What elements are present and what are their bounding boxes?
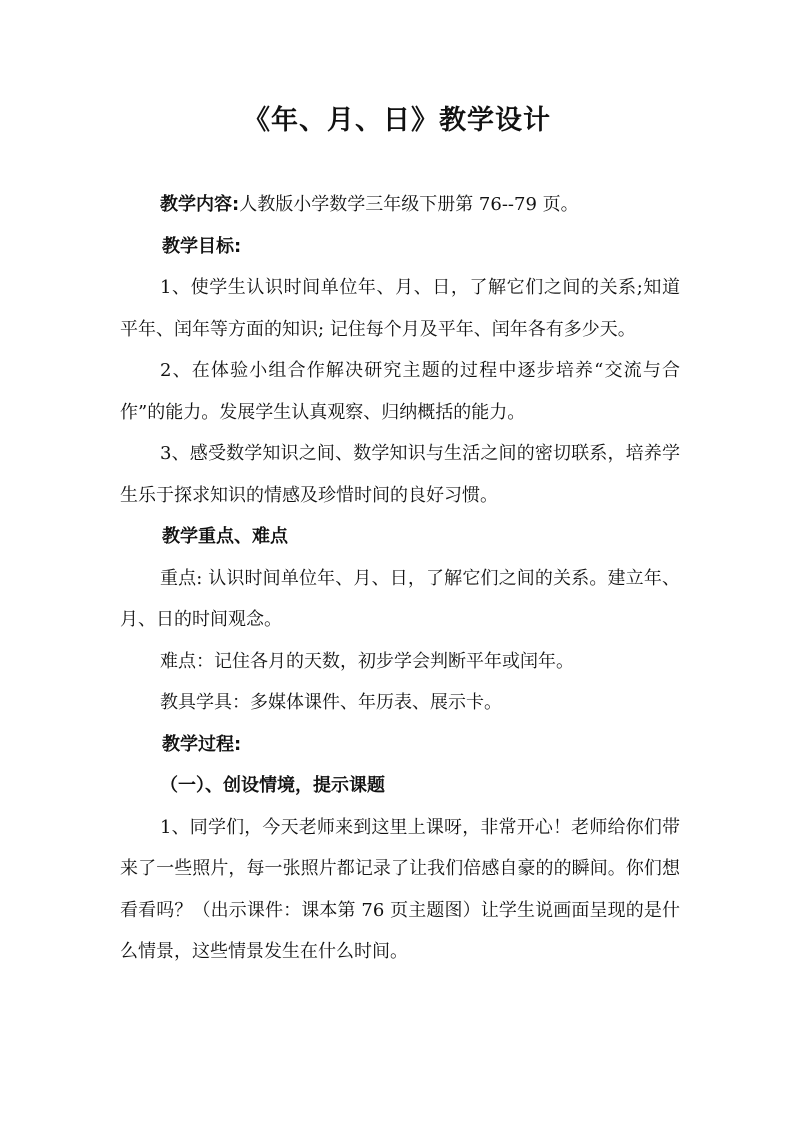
objective-item-1: 1、使学生认识时间单位年、月、日，了解它们之间的关系;知道平年、闰年等方面的知识; 记住每个月及平年、闰年各有多少天。	[120, 277, 680, 340]
process-heading: 教学过程:	[162, 733, 242, 755]
difficulty-paragraph: 难点：记住各月的天数，初步学会判断平年或闰年。	[160, 650, 574, 672]
document-body	[120, 184, 680, 973]
page-title: 《年、月、日》教学设计	[243, 105, 551, 136]
objective-item-3: 3、感受数学知识之间、数学知识与生活之间的密切联系，培养学生乐于探求知识的情感及珍惜时间的良好习惯。	[120, 443, 680, 506]
tools-paragraph: 教具学具：多媒体课件、年历表、展示卡。	[160, 692, 502, 713]
content-paragraph	[120, 184, 680, 226]
section-heading-1: （一）、创设情境，提示课题	[160, 775, 385, 796]
key-points-heading: 教学重点、难点	[162, 526, 288, 547]
process-paragraph-1: 1、同学们，今天老师来到这里上课呀，非常开心！老师给你们带来了一些照片，每一张照片都记录了让我们倍感自豪的的瞬间。你们想看看吗？（出示课件：课本第 76 页主题图）让学生说画面呈现的是什么情景，这些情景发生在什么时间。	[120, 816, 680, 962]
objectives-heading: 教学目标:	[162, 235, 242, 257]
focus-paragraph: 重点: 认识时间单位年、月、日，了解它们之间的关系。建立年、月、日的时间观念。	[120, 567, 680, 630]
objective-item-2: 2、在体验小组合作解决研究主题的过程中逐步培养“交流与合作”的能力。发展学生认真观察、归纳概括的能力。	[120, 360, 680, 423]
content-text: 人教版小学数学三年级下册第 76--79 页。	[239, 194, 579, 215]
content-label: 教学内容:	[160, 194, 240, 215]
